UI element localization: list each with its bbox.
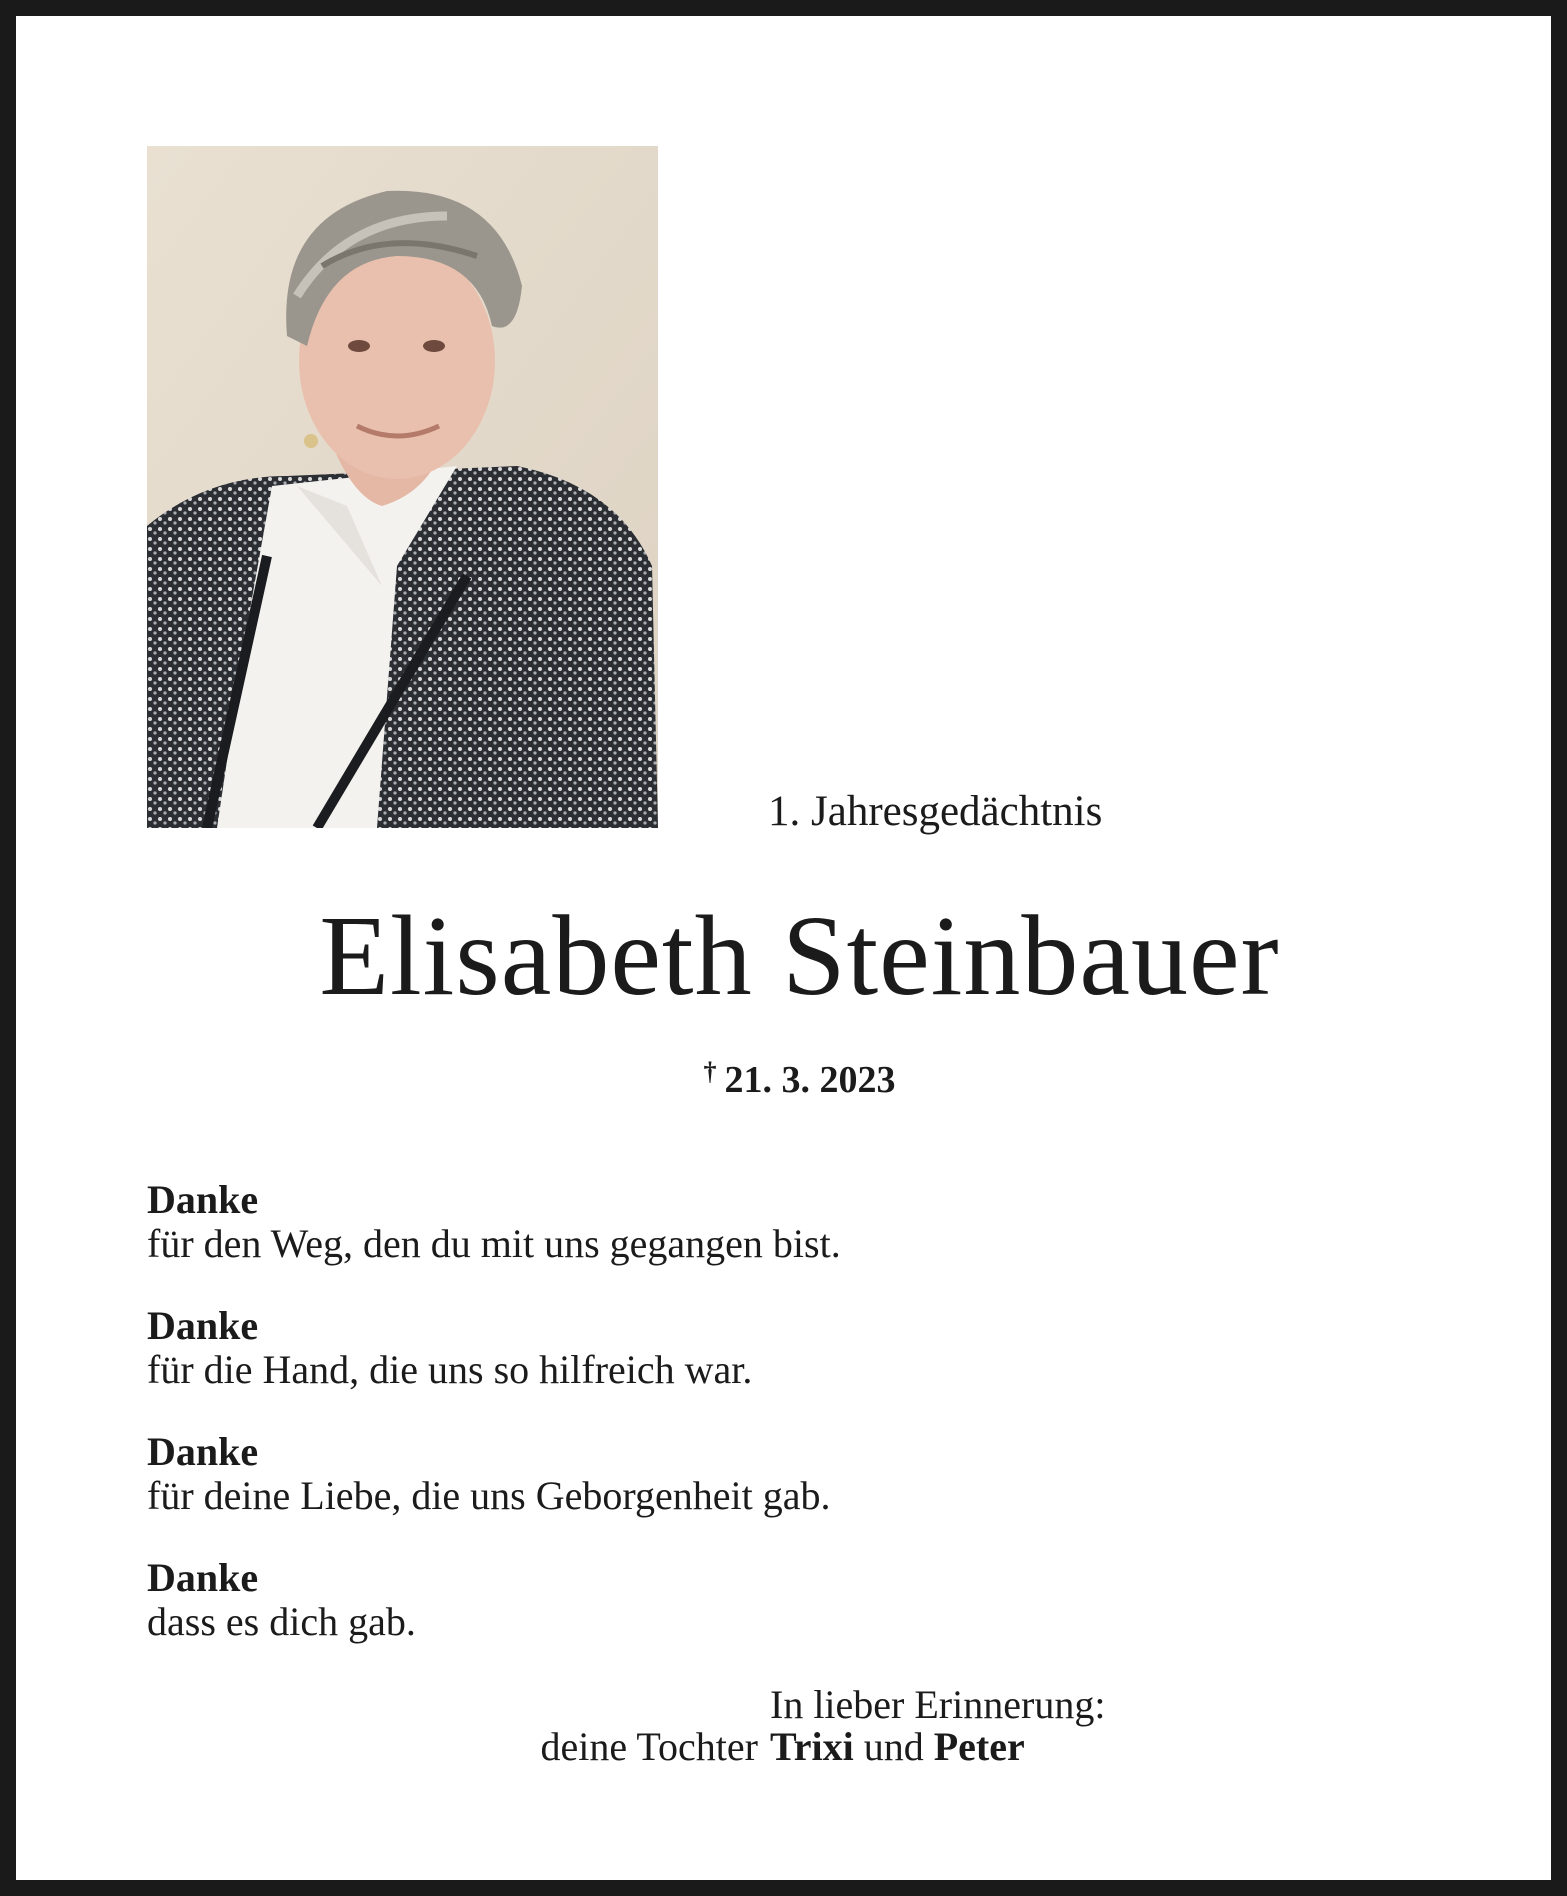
verse-line: für die Hand, die uns so hilfreich war. <box>147 1347 753 1392</box>
portrait-photo <box>147 146 658 828</box>
verse-head: Danke <box>147 1555 259 1600</box>
deceased-name: Elisabeth Steinbauer <box>319 892 1280 1019</box>
verse-3 <box>147 1430 830 1518</box>
cross-icon: † <box>703 1057 717 1086</box>
signers-names <box>770 1724 1025 1770</box>
signer-name-peter: Peter <box>933 1724 1025 1769</box>
verse-1 <box>147 1178 841 1266</box>
verse-line: für deine Liebe, die uns Geborgenheit gab. <box>147 1473 831 1518</box>
memory-line: In lieber Erinnerung: <box>770 1682 1106 1727</box>
verse-head: Danke <box>147 1303 259 1348</box>
signers-connector: und <box>863 1724 924 1769</box>
signer-name-trixi: Trixi <box>770 1724 854 1769</box>
death-date-value: 21. 3. 2023 <box>724 1059 896 1101</box>
verse-head: Danke <box>147 1429 259 1474</box>
verse-4 <box>147 1556 416 1644</box>
death-date <box>16 1049 1567 1103</box>
verse-head: Danke <box>147 1177 259 1222</box>
verse-2 <box>147 1304 752 1392</box>
verse-line: für den Weg, den du mit uns gegangen bist. <box>147 1221 841 1266</box>
verse-line: dass es dich gab. <box>147 1599 416 1644</box>
anniversary-label: 1. Jahresgedächtnis <box>768 788 1103 835</box>
signers-prefix: deine Tochter <box>540 1724 758 1769</box>
